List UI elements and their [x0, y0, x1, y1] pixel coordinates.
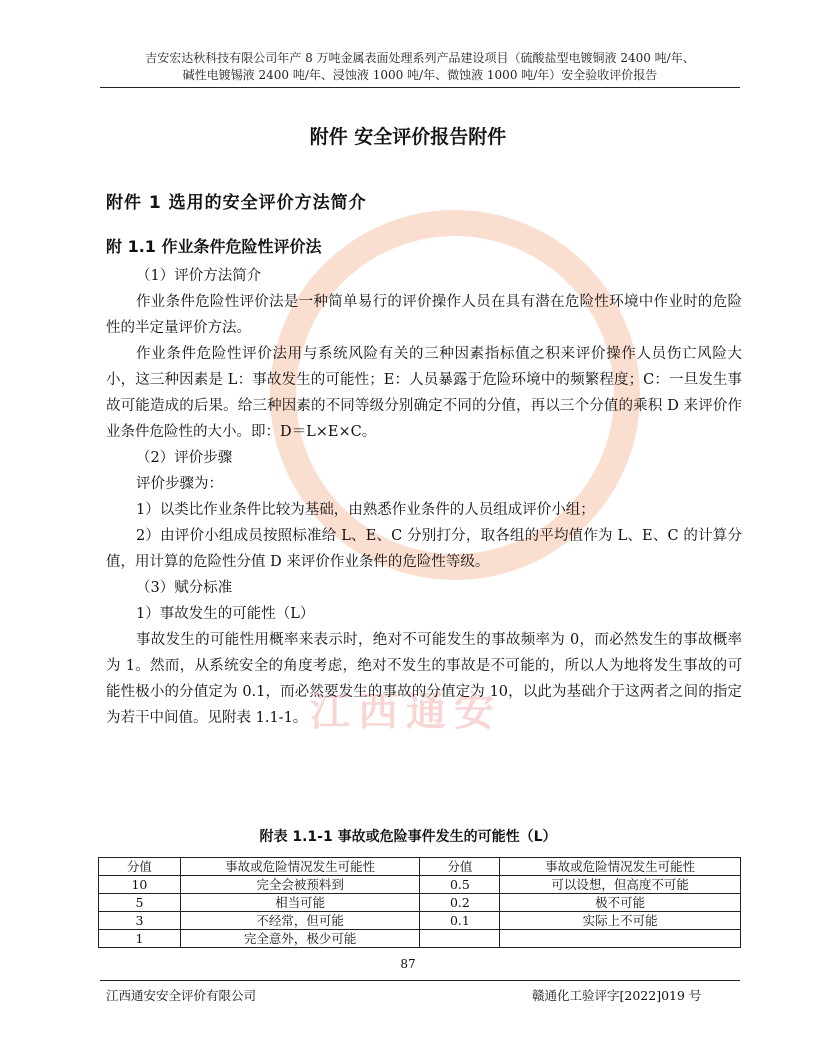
header-line-2: 碱性电镀锡液 2400 吨/年、浸蚀液 1000 吨/年、微蚀液 1000 吨/年）安全验收评价报告 [182, 68, 658, 82]
table-header-cell: 分值 [99, 858, 181, 876]
section-heading: 附件 1 选用的安全评价方法简介 [106, 193, 367, 213]
table-row [99, 876, 741, 894]
paragraph-steps-title: （2）评价步骤 [136, 450, 233, 466]
page-title: 附件 安全评价报告附件 [309, 126, 507, 148]
table-cell: 0.5 [420, 876, 500, 894]
paragraph-likelihood-desc: 事故发生的可能性用概率来表示时，绝对不可能发生的事故频率为 0，而必然发生的事故概率为 1。然而，从系统安全的角度考虑，绝对不发生的事故是不可能的，所以人为地将发生事故的可能性极小的分值定为 0.1，而必然要发生的事故的分值定为 10，以此为基础介于这两者之间的指定为若干中间值。见附表 1.1-1。 [106, 632, 742, 726]
watermark-seal-text: 江西通安 [310, 689, 502, 735]
table-cell [420, 930, 500, 948]
table-cell: 1 [99, 930, 181, 948]
table-cell: 0.1 [420, 912, 500, 930]
table-row [99, 894, 741, 912]
table-cell: 实际上不可能 [500, 912, 741, 930]
table-caption: 附表 1.1-1 事故或危险事件发生的可能性（L） [259, 829, 557, 845]
table-cell: 不经常，但可能 [180, 912, 420, 930]
paragraph-step-1: 1）以类比作业条件比较为基础，由熟悉作业条件的人员组成评价小组； [136, 502, 595, 518]
paragraph-method-desc: 作业条件危险性评价法是一种简单易行的评价操作人员在具有潜在危险性环境中作业时的危险性的半定量评价方法。 [106, 294, 742, 336]
table-row [99, 912, 741, 930]
table-cell: 相当可能 [180, 894, 420, 912]
footer-rule [100, 980, 740, 981]
table-header-cell: 事故或危险情况发生可能性 [500, 858, 741, 876]
table-cell: 10 [99, 876, 181, 894]
running-header [100, 50, 740, 84]
header-rule [100, 87, 740, 88]
table-cell [500, 930, 741, 948]
subsection-heading: 附 1.1 作业条件危险性评价法 [106, 237, 322, 256]
table-cell: 可以设想，但高度不可能 [500, 876, 741, 894]
table-cell: 0.2 [420, 894, 500, 912]
paragraph-scoring-title: （3）赋分标准 [136, 580, 233, 596]
paragraph-method-intro: （1）评价方法简介 [136, 268, 262, 284]
body-text [106, 263, 742, 731]
table-cell: 完全意外，极少可能 [180, 930, 420, 948]
table-header-cell: 分值 [420, 858, 500, 876]
header-line-1: 吉安宏达秋科技有限公司年产 8 万吨金属表面处理系列产品建设项目（硫酸盐型电镀铜液 2400 吨/年、 [145, 51, 695, 65]
footer-report-id: 赣通化工验评字[2022]019 号 [532, 988, 702, 1003]
paragraph-factors: 作业条件危险性评价法用与系统风险有关的三种因素指标值之积来评价操作人员伤亡风险大小，这三种因素是 L：事故发生的可能性；E：人员暴露于危险环境中的频繁程度；C：一旦发生事故可能造成的后果。给三种因素的不同等级分别确定不同的分值，再以三个分值的乘积 D 来评价作业条件危险性的大小。即：D＝L×E×C。 [106, 346, 742, 440]
table-cell: 极不可能 [500, 894, 741, 912]
table-cell: 完全会被预料到 [180, 876, 420, 894]
table-cell: 3 [99, 912, 181, 930]
table-cell: 5 [99, 894, 181, 912]
table-header-row [99, 858, 741, 876]
paragraph-steps-intro: 评价步骤为： [136, 476, 223, 492]
footer-company: 江西通安安全评价有限公司 [106, 988, 257, 1003]
paragraph-step-2: 2）由评价小组成员按照标准给 L、E、C 分别打分，取各组的平均值作为 L、E、C 的计算分值，用计算的危险性分值 D 来评价作业条件的危险性等级。 [106, 528, 742, 570]
page-number: 87 [400, 957, 416, 971]
likelihood-table [98, 857, 741, 948]
table-row [99, 930, 741, 948]
table-header-cell: 事故或危险情况发生可能性 [180, 858, 420, 876]
paragraph-likelihood-title: 1）事故发生的可能性（L） [136, 606, 315, 622]
